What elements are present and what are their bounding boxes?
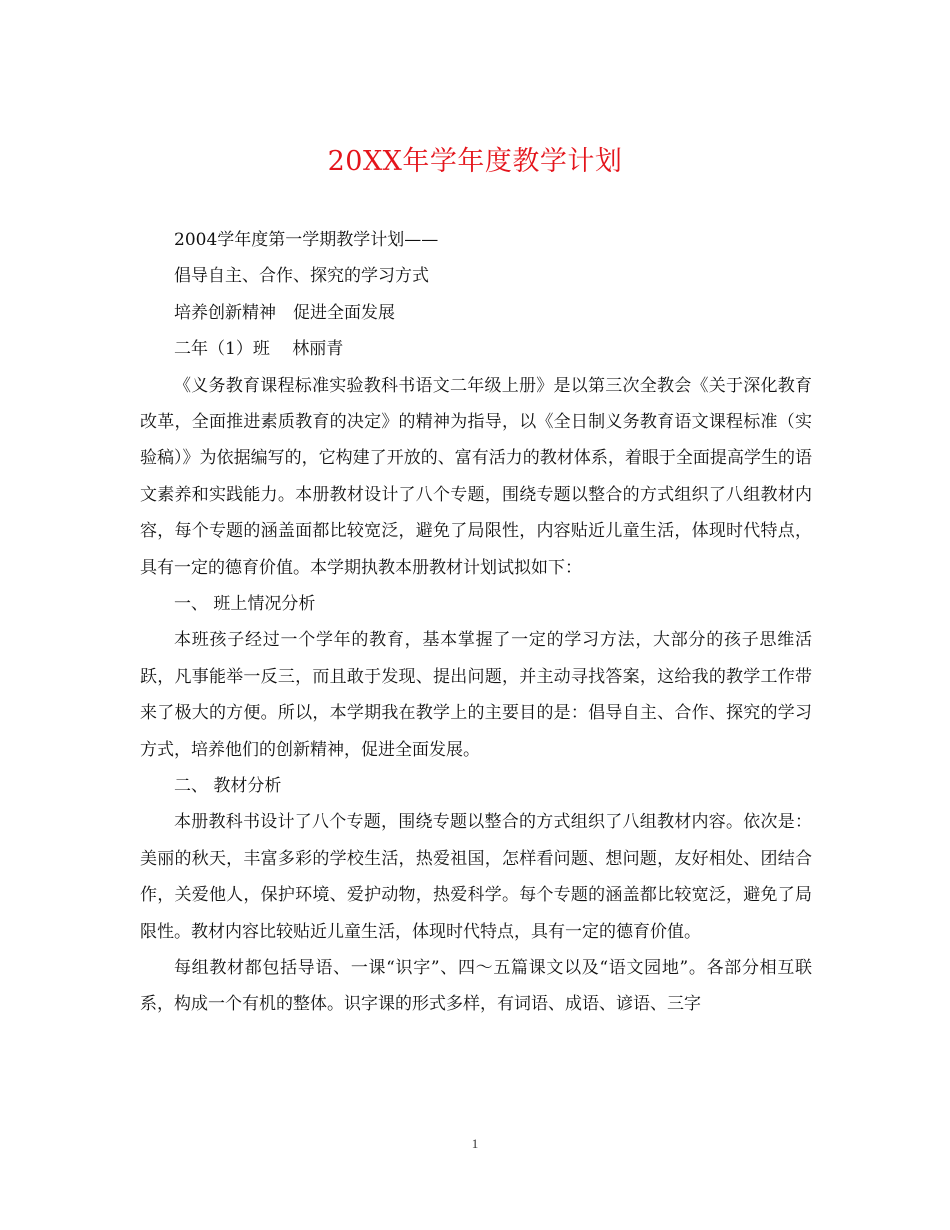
document-title: 20XX年学年度教学计划 [327, 146, 623, 177]
section2-paragraph-1: 本册教科书设计了八个专题，围绕专题以整合的方式组织了八组教材内容。依次是：美丽的秋天，丰富多彩的学校生活，热爱祖国，怎样看问题、想问题，友好相处、团结合作，关爱他人，保护环境、爱护动物，热爱科学。每个专题的涵盖都比较宽泛，避免了局限性。教材内容比较贴近儿童生活，体现时代特点，具有一定的德育价值。 [140, 812, 812, 942]
heading-line-4: 二年（1）班 林丽青 [174, 339, 344, 360]
heading-line-2: 倡导自主、合作、探究的学习方式 [174, 266, 429, 287]
intro-paragraph: 《义务教育课程标准实验教科书语文二年级上册》是以第三次全教会《关于深化教育改革，全面推进素质教育的决定》的精神为指导，以《全日制义务教育语文课程标准（实验稿）》为依据编写的，它构建了开放的、富有活力的教材体系，着眼于全面提高学生的语文素养和实践能力。本册教材设计了八个专题，围绕专题以整合的方式组织了八组教材内容，每个专题的涵盖面都比较宽泛，避免了局限性，内容贴近儿童生活，体现时代特点，具有一定的德育价值。本学期执教本册教材计划试拟如下： [140, 375, 812, 578]
section2-paragraph-2: 每组教材都包括导语、一课“识字”、四～五篇课文以及“语文园地”。各部分相互联系，构成一个有机的整体。识字课的形式多样，有词语、成语、谚语、三字 [140, 958, 812, 1015]
page-number: 1 [471, 1136, 479, 1151]
section2-heading: 二、 教材分析 [174, 776, 282, 797]
section1-heading: 一、 班上情况分析 [174, 594, 316, 614]
section1-paragraph: 本班孩子经过一个学年的教育，基本掌握了一定的学习方法，大部分的孩子思维活跃，凡事能举一反三，而且敢于发现、提出问题，并主动寻找答案，这给我的教学工作带来了极大的方便。所以，本学期我在教学上的主要目的是：倡导自主、合作、探究的学习方式，培养他们的创新精神，促进全面发展。 [140, 630, 812, 760]
document-body [140, 222, 812, 1023]
heading-line-1: 2004学年度第一学期教学计划—— [174, 230, 439, 250]
heading-line-3: 培养创新精神 促进全面发展 [174, 302, 395, 323]
